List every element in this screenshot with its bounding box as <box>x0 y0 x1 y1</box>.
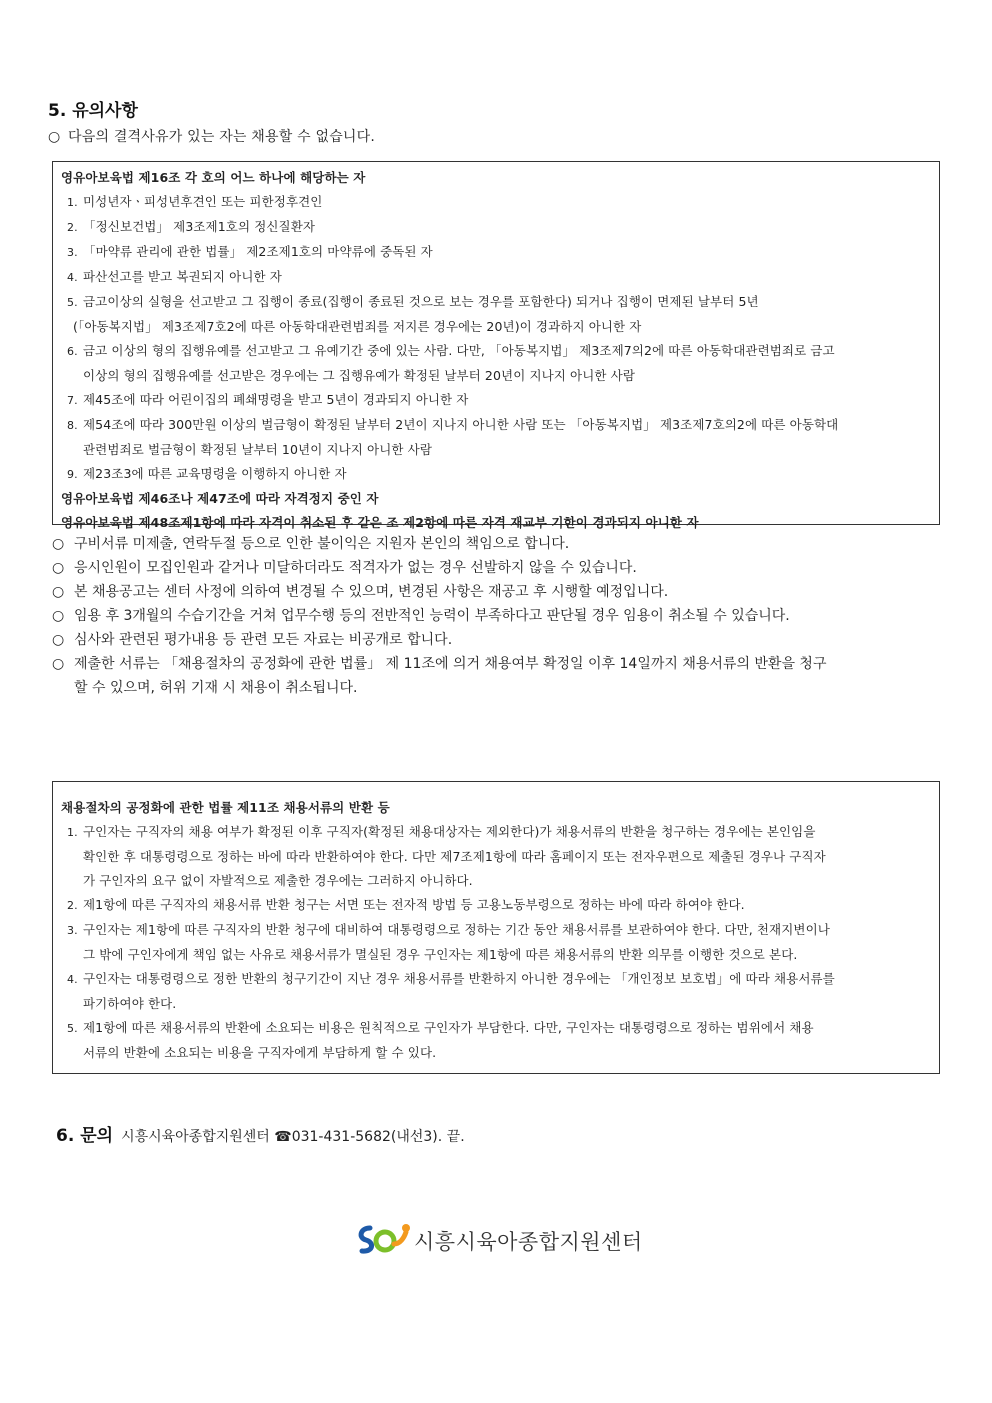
note-continuation: 할 수 있으며, 허위 기재 시 채용이 취소됩니다. <box>74 680 358 696</box>
item-number: 1. <box>67 826 78 839</box>
item-number: 2. <box>67 899 78 912</box>
item-text: 금고이상의 실형을 선고받고 그 집행이 종료(집행이 종료된 것으로 보는 경우를 포함한다) 되거나 집행이 면제된 날부터 5년 <box>83 294 759 309</box>
item-number: 3. <box>67 246 78 259</box>
item-number: 9. <box>67 468 78 481</box>
logo-text: 시흥시육아종합지원센터 <box>414 1230 643 1254</box>
intro-line <box>48 127 375 147</box>
box-footer-2: 영유아보육법 제48조제1항에 따라 자격이 취소된 후 같은 조 제2항에 따른 자격 재교부 기한이 경과되지 아니한 자 <box>61 515 699 530</box>
intro-text: 다음의 결격사유가 있는 자는 채용할 수 없습니다. <box>68 129 376 145</box>
note-text: 응시인원이 모집인원과 같거나 미달하더라도 적격자가 없는 경우 선발하지 않을 수 있습니다. <box>74 560 637 576</box>
note-text: 구비서류 미제출, 연락두절 등으로 인한 불이익은 지원자 본인의 책임으로 합니다. <box>74 536 570 552</box>
contact-text: 시흥시육아종합지원센터 ☎031-431-5682(내선3). 끝. <box>121 1129 465 1145</box>
item-continuation: (「아동복지법」 제3조제7호2에 따른 아동학대관련범죄를 저지른 경우에는 20년)이 경과하지 아니한 자 <box>73 319 642 334</box>
item-text: 제1항에 따른 채용서류의 반환에 소요되는 비용은 원칙적으로 구인자가 부담한다. 다만, 구인자는 대통령령으로 정하는 범위에서 채용 <box>83 1020 814 1035</box>
item-text: 구인자는 제1항에 따른 구직자의 반환 청구에 대비하여 대통령령으로 정하는 기간 동안 채용서류를 보관하여야 한다. 다만, 천재지변이나 <box>83 922 830 937</box>
item-text: 금고 이상의 형의 집행유예를 선고받고 그 유예기간 중에 있는 사람. 다만, 「아동복지법」 제3조제7의2에 따른 아동학대관련범죄로 금고 <box>83 343 835 358</box>
item-number: 5. <box>67 1022 78 1035</box>
circle-bullet-icon: ○ <box>52 560 65 576</box>
circle-bullet-icon: ○ <box>52 632 65 648</box>
list-item <box>61 190 931 215</box>
law-item <box>61 918 931 943</box>
item-continuation: 확인한 후 대통령령으로 정하는 바에 따라 반환하여야 한다. 다만 제7조제1항에 따라 홈페이지 또는 전자우편으로 제출된 경우나 구직자 <box>83 849 826 864</box>
law-box <box>52 781 940 1074</box>
item-number: 8. <box>67 419 78 432</box>
section-title: 5. 유의사항 <box>48 101 138 121</box>
contact-title: 6. 문의 <box>56 1126 114 1146</box>
note-text: 심사와 관련된 평가내용 등 관련 모든 자료는 비공개로 합니다. <box>74 632 453 648</box>
note-text: 임용 후 3개월의 수습기간을 거쳐 업무수행 등의 전반적인 능력이 부족하다고 판단될 경우 임용이 취소될 수 있습니다. <box>74 608 790 624</box>
law-item <box>61 1016 931 1041</box>
note-item <box>52 580 826 604</box>
list-item <box>61 240 931 265</box>
item-continuation: 서류의 반환에 소요되는 비용을 구직자에게 부담하게 할 수 있다. <box>83 1045 437 1060</box>
note-text: 본 채용공고는 센터 사정에 의하여 변경될 수 있으며, 변경된 사항은 재공고 후 시행할 예정입니다. <box>74 584 669 600</box>
item-number: 3. <box>67 924 78 937</box>
list-item <box>61 413 931 438</box>
circle-bullet-icon: ○ <box>52 584 65 600</box>
list-item <box>61 290 931 315</box>
list-item <box>61 339 931 364</box>
item-number: 4. <box>67 271 78 284</box>
item-text: 「정신보건법」 제3조제1호의 정신질환자 <box>83 219 316 234</box>
item-continuation: 관련범죄로 벌금형이 확정된 날부터 10년이 지나지 아니한 사람 <box>83 442 432 457</box>
note-item <box>52 604 826 628</box>
circle-bullet-icon: ○ <box>48 129 61 145</box>
law-item <box>61 967 931 992</box>
circle-bullet-icon: ○ <box>52 608 65 624</box>
list-item <box>61 388 931 413</box>
note-item <box>52 532 826 556</box>
item-continuation: 가 구인자의 요구 없이 자발적으로 제출한 경우에는 그러하지 아니하다. <box>83 873 473 888</box>
note-item <box>52 652 826 676</box>
disqualification-box <box>52 161 940 530</box>
list-item <box>61 265 931 290</box>
note-item <box>52 628 826 652</box>
list-item <box>61 215 931 240</box>
item-text: 「마약류 관리에 관한 법률」 제2조제1호의 마약류에 중독된 자 <box>83 244 433 259</box>
logo <box>356 1220 646 1260</box>
item-number: 4. <box>67 973 78 986</box>
contact-line <box>56 1121 465 1146</box>
item-number: 7. <box>67 394 78 407</box>
box-footer-1: 영유아보육법 제46조나 제47조에 따라 자격정지 중인 자 <box>61 491 379 506</box>
item-text: 제54조에 따라 300만원 이상의 벌금형이 확정된 날부터 2년이 지나지 아니한 사람 또는 「아동복지법」 제3조제7호의2에 따른 아동학대 <box>83 417 839 432</box>
notes-list <box>52 532 826 700</box>
disqualification-list <box>61 190 931 487</box>
circle-bullet-icon: ○ <box>52 656 65 672</box>
item-text: 제1항에 따른 구직자의 채용서류 반환 청구는 서면 또는 전자적 방법 등 고용노동부령으로 정하는 바에 따라 하여야 한다. <box>83 897 745 912</box>
item-number: 2. <box>67 221 78 234</box>
logo-icon <box>356 1220 414 1260</box>
item-number: 6. <box>67 345 78 358</box>
item-text: 구인자는 대통령령으로 정한 반환의 청구기간이 지난 경우 채용서류를 반환하지 아니한 경우에는 「개인정보 보호법」에 따라 채용서류를 <box>83 971 835 986</box>
law-item <box>61 820 931 845</box>
item-continuation: 그 밖에 구인자에게 책임 없는 사유로 채용서류가 멸실된 경우 구인자는 제1항에 따른 채용서류의 반환 의무를 이행한 것으로 본다. <box>83 947 798 962</box>
item-text: 미성년자ㆍ피성년후견인 또는 피한정후견인 <box>83 194 323 209</box>
note-item <box>52 556 826 580</box>
item-text: 파산선고를 받고 복권되지 아니한 자 <box>83 269 282 284</box>
item-number: 1. <box>67 196 78 209</box>
circle-bullet-icon: ○ <box>52 536 65 552</box>
item-text: 제23조3에 따른 교육명령을 이행하지 아니한 자 <box>83 466 347 481</box>
item-text: 구인자는 구직자의 채용 여부가 확정된 이후 구직자(확정된 채용대상자는 제외한다)가 채용서류의 반환을 청구하는 경우에는 본인임을 <box>83 824 816 839</box>
item-number: 5. <box>67 296 78 309</box>
law-list <box>61 820 931 1065</box>
list-item <box>61 462 931 487</box>
item-continuation: 파기하여야 한다. <box>83 996 177 1011</box>
law-heading: 채용절차의 공정화에 관한 법률 제11조 채용서류의 반환 등 <box>61 800 390 815</box>
box-heading: 영유아보육법 제16조 각 호의 어느 하나에 해당하는 자 <box>61 170 366 185</box>
item-continuation: 이상의 형의 집행유예를 선고받은 경우에는 그 집행유예가 확정된 날부터 20년이 지나지 아니한 사람 <box>83 368 635 383</box>
note-text: 제출한 서류는 「채용절차의 공정화에 관한 법률」 제 11조에 의거 채용여부 확정일 이후 14일까지 채용서류의 반환을 청구 <box>74 656 827 672</box>
law-item <box>61 893 931 918</box>
item-text: 제45조에 따라 어린이집의 폐쇄명령을 받고 5년이 경과되지 아니한 자 <box>83 392 469 407</box>
